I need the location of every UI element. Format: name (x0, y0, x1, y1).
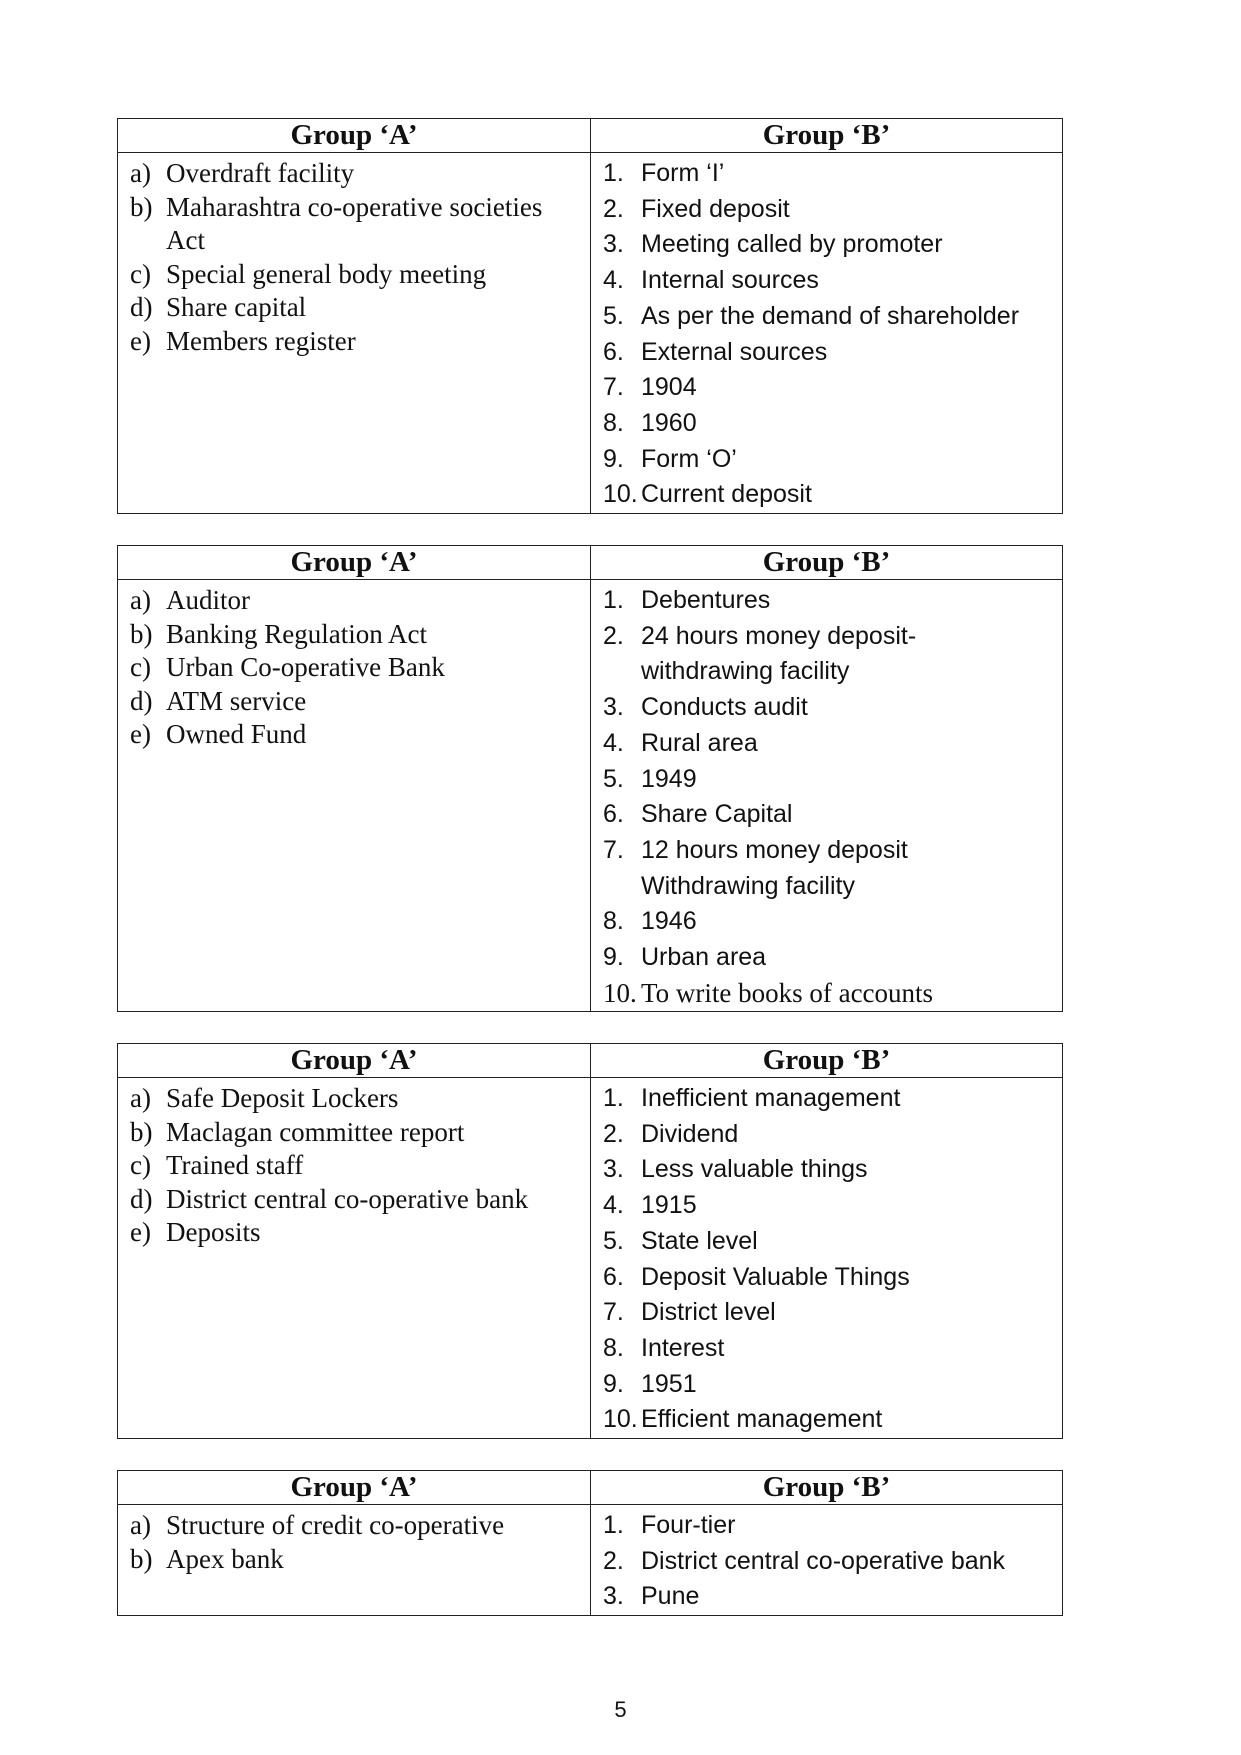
item-marker: 8. (603, 1333, 624, 1362)
item-marker: 1. (603, 1084, 624, 1112)
item-text: 1904 (641, 373, 697, 402)
item-text: Auditor (166, 585, 250, 615)
group-b-item (603, 976, 1062, 1012)
item-marker: 6. (603, 337, 624, 366)
group-b-item (603, 904, 1062, 940)
item-text: 1915 (641, 1191, 697, 1220)
group-b-item (603, 1579, 1062, 1615)
group-b-item (603, 1295, 1062, 1331)
group-b-item (603, 726, 1062, 762)
item-marker: 7. (603, 373, 624, 402)
item-text: Fixed deposit (641, 194, 790, 223)
group-a-list (118, 1078, 590, 1250)
item-text: Inefficient management (641, 1084, 901, 1112)
item-marker: 4. (603, 728, 624, 757)
group-a-header: Group ‘A’ (118, 119, 591, 153)
item-marker: 7. (603, 1298, 624, 1327)
item-marker: 3. (603, 230, 624, 259)
item-marker: e) (130, 719, 151, 749)
group-a-item (130, 325, 590, 359)
item-text: District level (641, 1298, 776, 1327)
group-b-item (603, 442, 1062, 478)
group-b-item (603, 1367, 1062, 1403)
group-a-item (130, 584, 590, 618)
group-b-list (591, 580, 1062, 1011)
group-a-item (130, 718, 590, 752)
group-b-item (603, 1508, 1062, 1544)
group-b-item (603, 1544, 1062, 1580)
item-text: District central co-operative bank (641, 1546, 1006, 1575)
group-b-item (603, 833, 1062, 904)
item-marker: c) (130, 1150, 151, 1180)
group-b-item (603, 370, 1062, 406)
item-marker: 4. (603, 1191, 624, 1220)
item-text: As per the demand of shareholder (641, 301, 1020, 330)
item-marker: 6. (603, 1262, 624, 1291)
item-text: Structure of credit co-operative (166, 1510, 505, 1540)
group-b-item (603, 619, 1062, 690)
item-marker: 10. (603, 977, 637, 1008)
group-b-item (603, 762, 1062, 798)
group-a-item (130, 1216, 590, 1250)
item-marker: 2. (603, 621, 624, 650)
item-marker: 7. (603, 835, 624, 864)
item-marker: 5. (603, 301, 624, 330)
group-a-header: Group ‘A’ (118, 1471, 591, 1505)
item-text: Maclagan committee report (166, 1116, 465, 1147)
group-b-item (603, 1260, 1062, 1296)
item-text: 12 hours money deposit Withdrawing facility (641, 835, 908, 900)
group-b-cell (591, 153, 1063, 514)
item-marker: 3. (603, 1155, 624, 1184)
item-text: Dividend (641, 1119, 739, 1148)
item-marker: 9. (603, 444, 624, 473)
item-text: Conducts audit (641, 693, 808, 722)
group-b-item (603, 192, 1062, 228)
item-text: Pune (641, 1582, 700, 1611)
item-text: 24 hours money deposit-withdrawing facility (641, 621, 917, 686)
item-text: Four-tier (641, 1511, 736, 1539)
item-text: ATM service (166, 685, 307, 716)
item-marker: e) (130, 325, 151, 356)
group-a-item (130, 1543, 590, 1577)
item-text: Internal sources (641, 266, 819, 295)
item-text: 1946 (641, 907, 697, 936)
group-b-item (603, 1117, 1062, 1153)
group-b-item (603, 227, 1062, 263)
group-b-item (603, 1224, 1062, 1260)
group-a-item (130, 1082, 590, 1116)
item-marker: b) (130, 191, 153, 222)
item-text: Urban Co-operative Bank (166, 652, 445, 682)
item-marker: 9. (603, 1369, 624, 1398)
item-text: State level (641, 1226, 758, 1255)
item-marker: d) (130, 685, 153, 716)
group-b-header: Group ‘B’ (591, 119, 1063, 153)
group-a-cell (118, 580, 591, 1012)
group-b-item (603, 797, 1062, 833)
item-text: Deposit Valuable Things (641, 1262, 910, 1291)
item-text: Form ‘O’ (641, 444, 737, 473)
group-a-item (130, 191, 590, 258)
group-a-list (118, 153, 590, 358)
item-marker: c) (130, 652, 151, 682)
group-b-cell (591, 1505, 1063, 1616)
match-table-1 (117, 118, 1063, 514)
item-marker: c) (130, 258, 151, 289)
group-a-item (130, 1149, 590, 1183)
item-marker: a) (130, 1083, 151, 1113)
item-text: Owned Fund (166, 719, 307, 749)
group-a-item (130, 651, 590, 685)
group-b-item (603, 335, 1062, 371)
item-text: Efficient management (641, 1405, 883, 1434)
item-text: Urban area (641, 943, 767, 972)
item-marker: a) (130, 585, 151, 615)
group-a-item (130, 157, 590, 191)
group-a-header: Group ‘A’ (118, 1044, 591, 1078)
item-marker: 10. (603, 480, 638, 509)
item-marker: 2. (603, 1546, 624, 1575)
group-b-list (591, 1505, 1062, 1615)
item-text: Rural area (641, 728, 758, 757)
item-marker: b) (130, 618, 153, 649)
group-a-item (130, 1183, 590, 1217)
group-a-item (130, 1116, 590, 1150)
group-b-list (591, 1078, 1062, 1438)
item-marker: 3. (603, 693, 624, 722)
item-marker: 4. (603, 266, 624, 295)
group-a-item (130, 291, 590, 325)
item-marker: d) (130, 292, 153, 322)
item-text: Meeting called by promoter (641, 230, 943, 259)
item-text: Form ‘I’ (641, 159, 725, 187)
group-b-item (603, 1081, 1062, 1117)
item-marker: b) (130, 1543, 153, 1574)
item-marker: 8. (603, 408, 624, 437)
item-text: Share Capital (641, 800, 793, 829)
group-b-list (591, 153, 1062, 513)
group-b-item (603, 690, 1062, 726)
item-marker: 9. (603, 943, 624, 972)
group-a-item (130, 258, 590, 292)
group-b-cell (591, 1078, 1063, 1439)
item-marker: 6. (603, 800, 624, 829)
item-marker: e) (130, 1217, 151, 1247)
group-b-item (603, 477, 1062, 513)
item-marker: 10. (603, 1405, 638, 1434)
item-text: Maharashtra co-operative societies Act (166, 191, 543, 255)
item-text: Current deposit (641, 480, 812, 509)
item-text: Share capital (166, 292, 307, 322)
item-text: Overdraft facility (166, 158, 355, 188)
item-text: Members register (166, 325, 356, 356)
item-marker: b) (130, 1116, 153, 1147)
item-marker: 1. (603, 586, 624, 614)
item-marker: 8. (603, 907, 624, 936)
group-a-list (118, 580, 590, 752)
item-marker: 5. (603, 764, 624, 793)
item-text: Banking Regulation Act (166, 618, 427, 649)
group-a-header: Group ‘A’ (118, 546, 591, 580)
match-table-3 (117, 1043, 1063, 1439)
group-b-item (603, 299, 1062, 335)
item-text: Deposits (166, 1217, 261, 1247)
group-a-cell (118, 1078, 591, 1439)
item-marker: a) (130, 158, 151, 188)
group-b-item (603, 583, 1062, 619)
item-text: 1951 (641, 1369, 697, 1398)
group-b-item (603, 263, 1062, 299)
group-b-item (603, 1331, 1062, 1367)
group-a-cell (118, 1505, 591, 1616)
page-number: 5 (614, 1697, 627, 1722)
item-marker: 2. (603, 1119, 624, 1148)
match-table-4 (117, 1470, 1063, 1616)
item-text: 1960 (641, 408, 697, 437)
item-text: Special general body meeting (166, 258, 487, 289)
group-b-item (603, 156, 1062, 192)
group-a-list (118, 1505, 590, 1576)
item-marker: 2. (603, 194, 624, 223)
group-b-header: Group ‘B’ (591, 1044, 1063, 1078)
group-b-header: Group ‘B’ (591, 1471, 1063, 1505)
item-text: Safe Deposit Lockers (166, 1083, 399, 1113)
item-text: Apex bank (166, 1543, 284, 1574)
group-b-item (603, 1152, 1062, 1188)
item-text: Interest (641, 1333, 725, 1362)
item-marker: d) (130, 1183, 153, 1214)
item-text: Trained staff (166, 1150, 304, 1180)
item-marker: 3. (603, 1582, 624, 1611)
group-b-item (603, 940, 1062, 976)
group-a-item (130, 685, 590, 719)
item-text: Debentures (641, 586, 771, 614)
group-b-item (603, 406, 1062, 442)
group-b-item (603, 1402, 1062, 1438)
group-a-cell (118, 153, 591, 514)
group-b-header: Group ‘B’ (591, 546, 1063, 580)
group-b-item (603, 1188, 1062, 1224)
group-a-item (130, 1509, 590, 1543)
item-text: External sources (641, 337, 828, 366)
item-marker: a) (130, 1510, 151, 1540)
item-text: 1949 (641, 764, 697, 793)
item-text: To write books of accounts (641, 977, 934, 1008)
item-marker: 1. (603, 159, 624, 187)
item-marker: 1. (603, 1511, 624, 1539)
group-a-item (130, 618, 590, 652)
item-text: Less valuable things (641, 1155, 868, 1184)
item-text: District central co-operative bank (166, 1183, 529, 1214)
match-table-2 (117, 545, 1063, 1012)
item-marker: 5. (603, 1226, 624, 1255)
group-b-cell (591, 580, 1063, 1012)
